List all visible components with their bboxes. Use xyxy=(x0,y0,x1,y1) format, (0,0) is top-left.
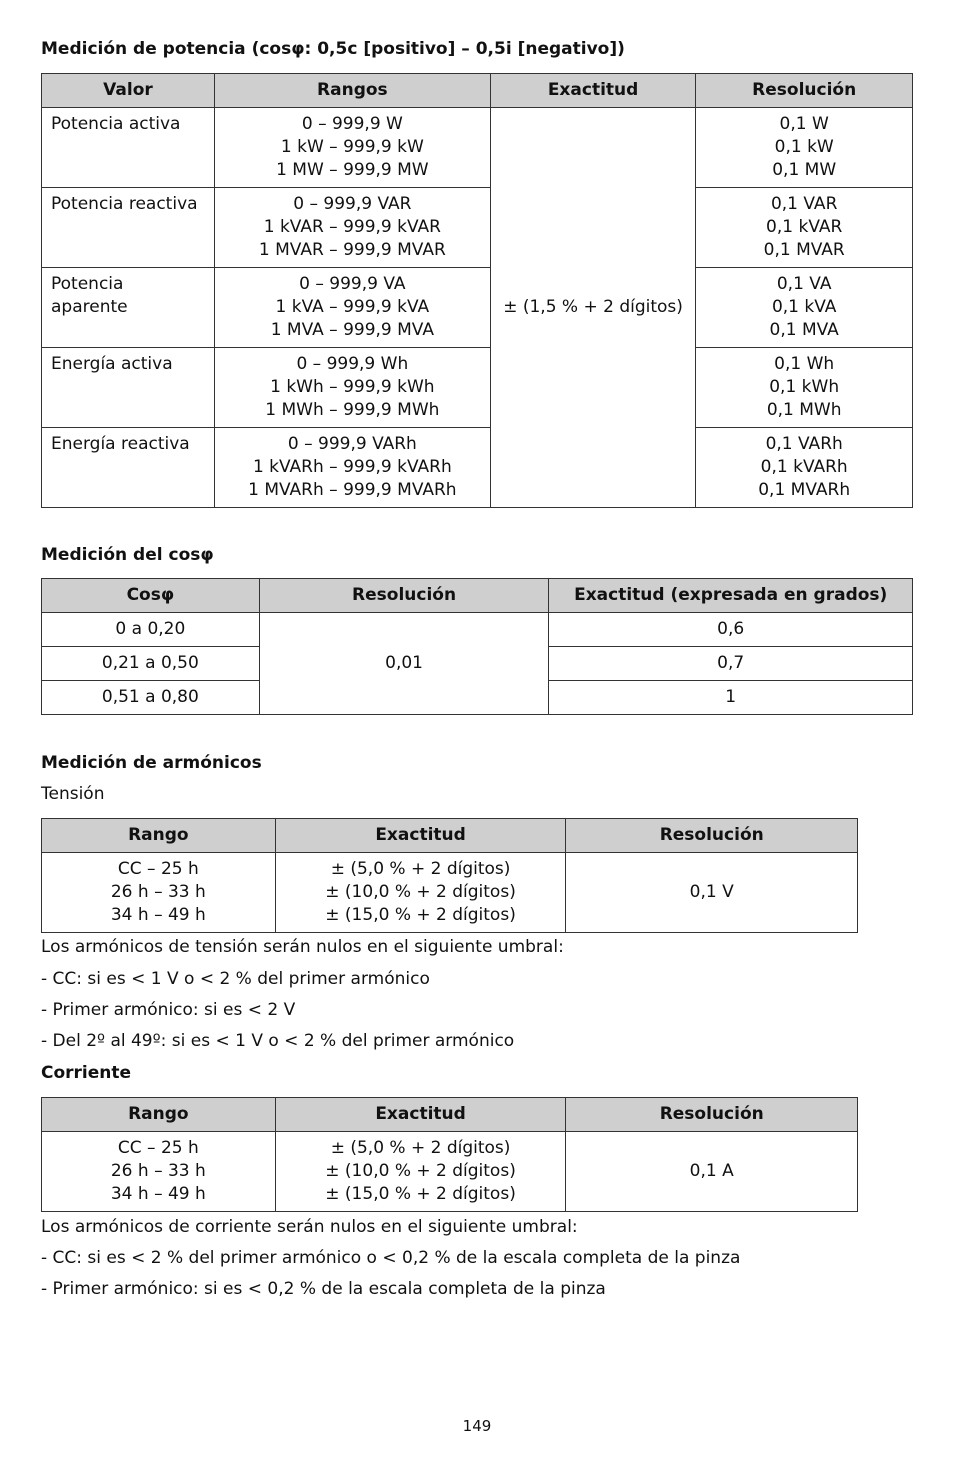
range-cell xyxy=(42,1132,276,1212)
header-exactitud: Exactitud xyxy=(275,819,566,853)
range-text: 26 h – 33 h xyxy=(110,882,206,902)
resolution-text: 0,1 kVAR xyxy=(766,217,843,237)
table-row xyxy=(42,613,913,647)
resolution-cell: 0,1 A xyxy=(566,1132,858,1212)
header-rangos: Rangos xyxy=(214,74,490,108)
range-cell xyxy=(42,853,276,933)
range-cell: 0 a 0,20 xyxy=(42,613,260,647)
valor-cell xyxy=(42,108,215,188)
accuracy-cell: 0,7 xyxy=(549,647,913,681)
table-row xyxy=(42,268,913,348)
range-cell: 0,21 a 0,50 xyxy=(42,647,260,681)
range-text: 1 kWh – 999,9 kWh xyxy=(270,377,435,397)
accuracy-text: ± (5,0 % + 2 dígitos) xyxy=(330,859,511,879)
header-exactitud: Exactitud (expresada en grados) xyxy=(549,579,913,613)
rangos-cell xyxy=(214,348,490,428)
range-text: 34 h – 49 h xyxy=(110,1184,206,1204)
header-rango: Rango xyxy=(42,819,276,853)
accuracy-text: ± (15,0 % + 2 dígitos) xyxy=(325,1184,516,1204)
current-harmonics-table xyxy=(41,1097,858,1212)
table-row xyxy=(42,1132,858,1212)
voltage-note: Los armónicos de tensión serán nulos en el siguiente umbral: xyxy=(41,937,564,957)
range-text: 0 – 999,9 VAR xyxy=(293,194,412,214)
resolution-text: 0,1 MVARh xyxy=(758,480,851,500)
rangos-cell xyxy=(214,108,490,188)
range-text: 1 MVARh – 999,9 MVARh xyxy=(248,480,457,500)
resolution-cell xyxy=(696,428,913,508)
table-row xyxy=(42,108,913,188)
resolution-text: 0,1 VARh xyxy=(765,434,843,454)
resolution-cell: 0,01 xyxy=(259,613,549,715)
header-rango: Rango xyxy=(42,1098,276,1132)
accuracy-cell: 0,6 xyxy=(549,613,913,647)
resolution-text: 0,1 kW xyxy=(774,137,834,157)
resolution-cell xyxy=(696,108,913,188)
range-text: 1 MWh – 999,9 MWh xyxy=(265,400,440,420)
resolution-text: 0,1 MVAR xyxy=(763,240,845,260)
resolution-cell xyxy=(696,268,913,348)
table-row xyxy=(42,853,858,933)
resolution-text: 0,1 MW xyxy=(772,160,837,180)
accuracy-text: ± (10,0 % + 2 dígitos) xyxy=(325,882,516,902)
header-valor: Valor xyxy=(42,74,215,108)
header-resolucion: Resolución xyxy=(566,819,858,853)
resolution-text: 0,1 W xyxy=(779,114,829,134)
resolution-text: 0,1 VA xyxy=(776,274,832,294)
voltage-note: - CC: si es < 1 V o < 2 % del primer armónico xyxy=(41,969,430,989)
cosphi-table xyxy=(41,578,913,715)
range-text: 0 – 999,9 VARh xyxy=(287,434,417,454)
header-exactitud: Exactitud xyxy=(490,74,696,108)
resolution-cell xyxy=(696,348,913,428)
resolution-text: 0,1 Wh xyxy=(774,354,835,374)
range-text: 1 kVAR – 999,9 kVAR xyxy=(263,217,441,237)
resolution-text: 0,1 VAR xyxy=(770,194,838,214)
valor-cell xyxy=(42,348,215,428)
range-text: 1 kVARh – 999,9 kVARh xyxy=(252,457,452,477)
voltage-note: - Del 2º al 49º: si es < 1 V o < 2 % del primer armónico xyxy=(41,1031,515,1051)
header-exactitud: Exactitud xyxy=(275,1098,566,1132)
cosphi-section-title: Medición del cosφ xyxy=(41,545,214,565)
range-text: 1 kW – 999,9 kW xyxy=(280,137,424,157)
valor-cell xyxy=(42,268,215,348)
voltage-subtitle: Tensión xyxy=(41,784,105,804)
range-text: 1 kVA – 999,9 kVA xyxy=(275,297,430,317)
accuracy-cell xyxy=(275,1132,566,1212)
voltage-harmonics-table xyxy=(41,818,858,933)
rangos-cell xyxy=(214,268,490,348)
valor-text: Energía reactiva xyxy=(51,434,190,454)
header-cosphi: Cosφ xyxy=(42,579,260,613)
table-row xyxy=(42,428,913,508)
resolution-text: 0,1 MVA xyxy=(769,320,839,340)
accuracy-cell: ± (1,5 % + 2 dígitos) xyxy=(490,108,696,508)
table-row xyxy=(42,348,913,428)
page-number: 149 xyxy=(462,1417,492,1435)
range-text: 1 MVAR – 999,9 MVAR xyxy=(258,240,446,260)
range-text: 26 h – 33 h xyxy=(110,1161,206,1181)
accuracy-cell: 1 xyxy=(549,681,913,715)
rangos-cell xyxy=(214,188,490,268)
range-text: 1 MW – 999,9 MW xyxy=(276,160,429,180)
voltage-note: - Primer armónico: si es < 2 V xyxy=(41,1000,296,1020)
range-text: CC – 25 h xyxy=(117,859,199,879)
current-note: - Primer armónico: si es < 0,2 % de la escala completa de la pinza xyxy=(41,1279,606,1299)
current-note: - CC: si es < 2 % del primer armónico o < 0,2 % de la escala completa de la pinza xyxy=(41,1248,741,1268)
resolution-cell xyxy=(696,188,913,268)
valor-text: Potencia activa xyxy=(51,114,181,134)
rangos-cell xyxy=(214,428,490,508)
valor-text: Potencia xyxy=(51,274,124,294)
valor-text: Energía activa xyxy=(51,354,173,374)
accuracy-cell xyxy=(275,853,566,933)
resolution-text: 0,1 kVARh xyxy=(760,457,848,477)
range-text: 0 – 999,9 W xyxy=(301,114,403,134)
range-text: 0 – 999,9 VA xyxy=(299,274,406,294)
header-resolucion: Resolución xyxy=(566,1098,858,1132)
range-text: 34 h – 49 h xyxy=(110,905,206,925)
current-subtitle: Corriente xyxy=(41,1063,132,1083)
accuracy-text: ± (15,0 % + 2 dígitos) xyxy=(325,905,516,925)
power-section-title: Medición de potencia (cosφ: 0,5c [positivo] – 0,5i [negativo]) xyxy=(41,39,625,59)
valor-text: Potencia reactiva xyxy=(51,194,198,214)
header-resolucion: Resolución xyxy=(696,74,913,108)
accuracy-text: ± (10,0 % + 2 dígitos) xyxy=(325,1161,516,1181)
current-note: Los armónicos de corriente serán nulos en el siguiente umbral: xyxy=(41,1217,578,1237)
table-row xyxy=(42,188,913,268)
range-text: CC – 25 h xyxy=(117,1138,199,1158)
resolution-text: 0,1 kWh xyxy=(769,377,840,397)
harmonics-section-title: Medición de armónicos xyxy=(41,753,262,773)
resolution-text: 0,1 MWh xyxy=(766,400,842,420)
accuracy-text: ± (5,0 % + 2 dígitos) xyxy=(330,1138,511,1158)
resolution-text: 0,1 kVA xyxy=(771,297,837,317)
valor-cell xyxy=(42,188,215,268)
header-resolucion: Resolución xyxy=(259,579,549,613)
range-cell: 0,51 a 0,80 xyxy=(42,681,260,715)
power-table xyxy=(41,73,913,508)
valor-text: aparente xyxy=(51,297,128,317)
resolution-cell: 0,1 V xyxy=(566,853,858,933)
valor-cell xyxy=(42,428,215,508)
range-text: 1 MVA – 999,9 MVA xyxy=(270,320,434,340)
range-text: 0 – 999,9 Wh xyxy=(296,354,409,374)
